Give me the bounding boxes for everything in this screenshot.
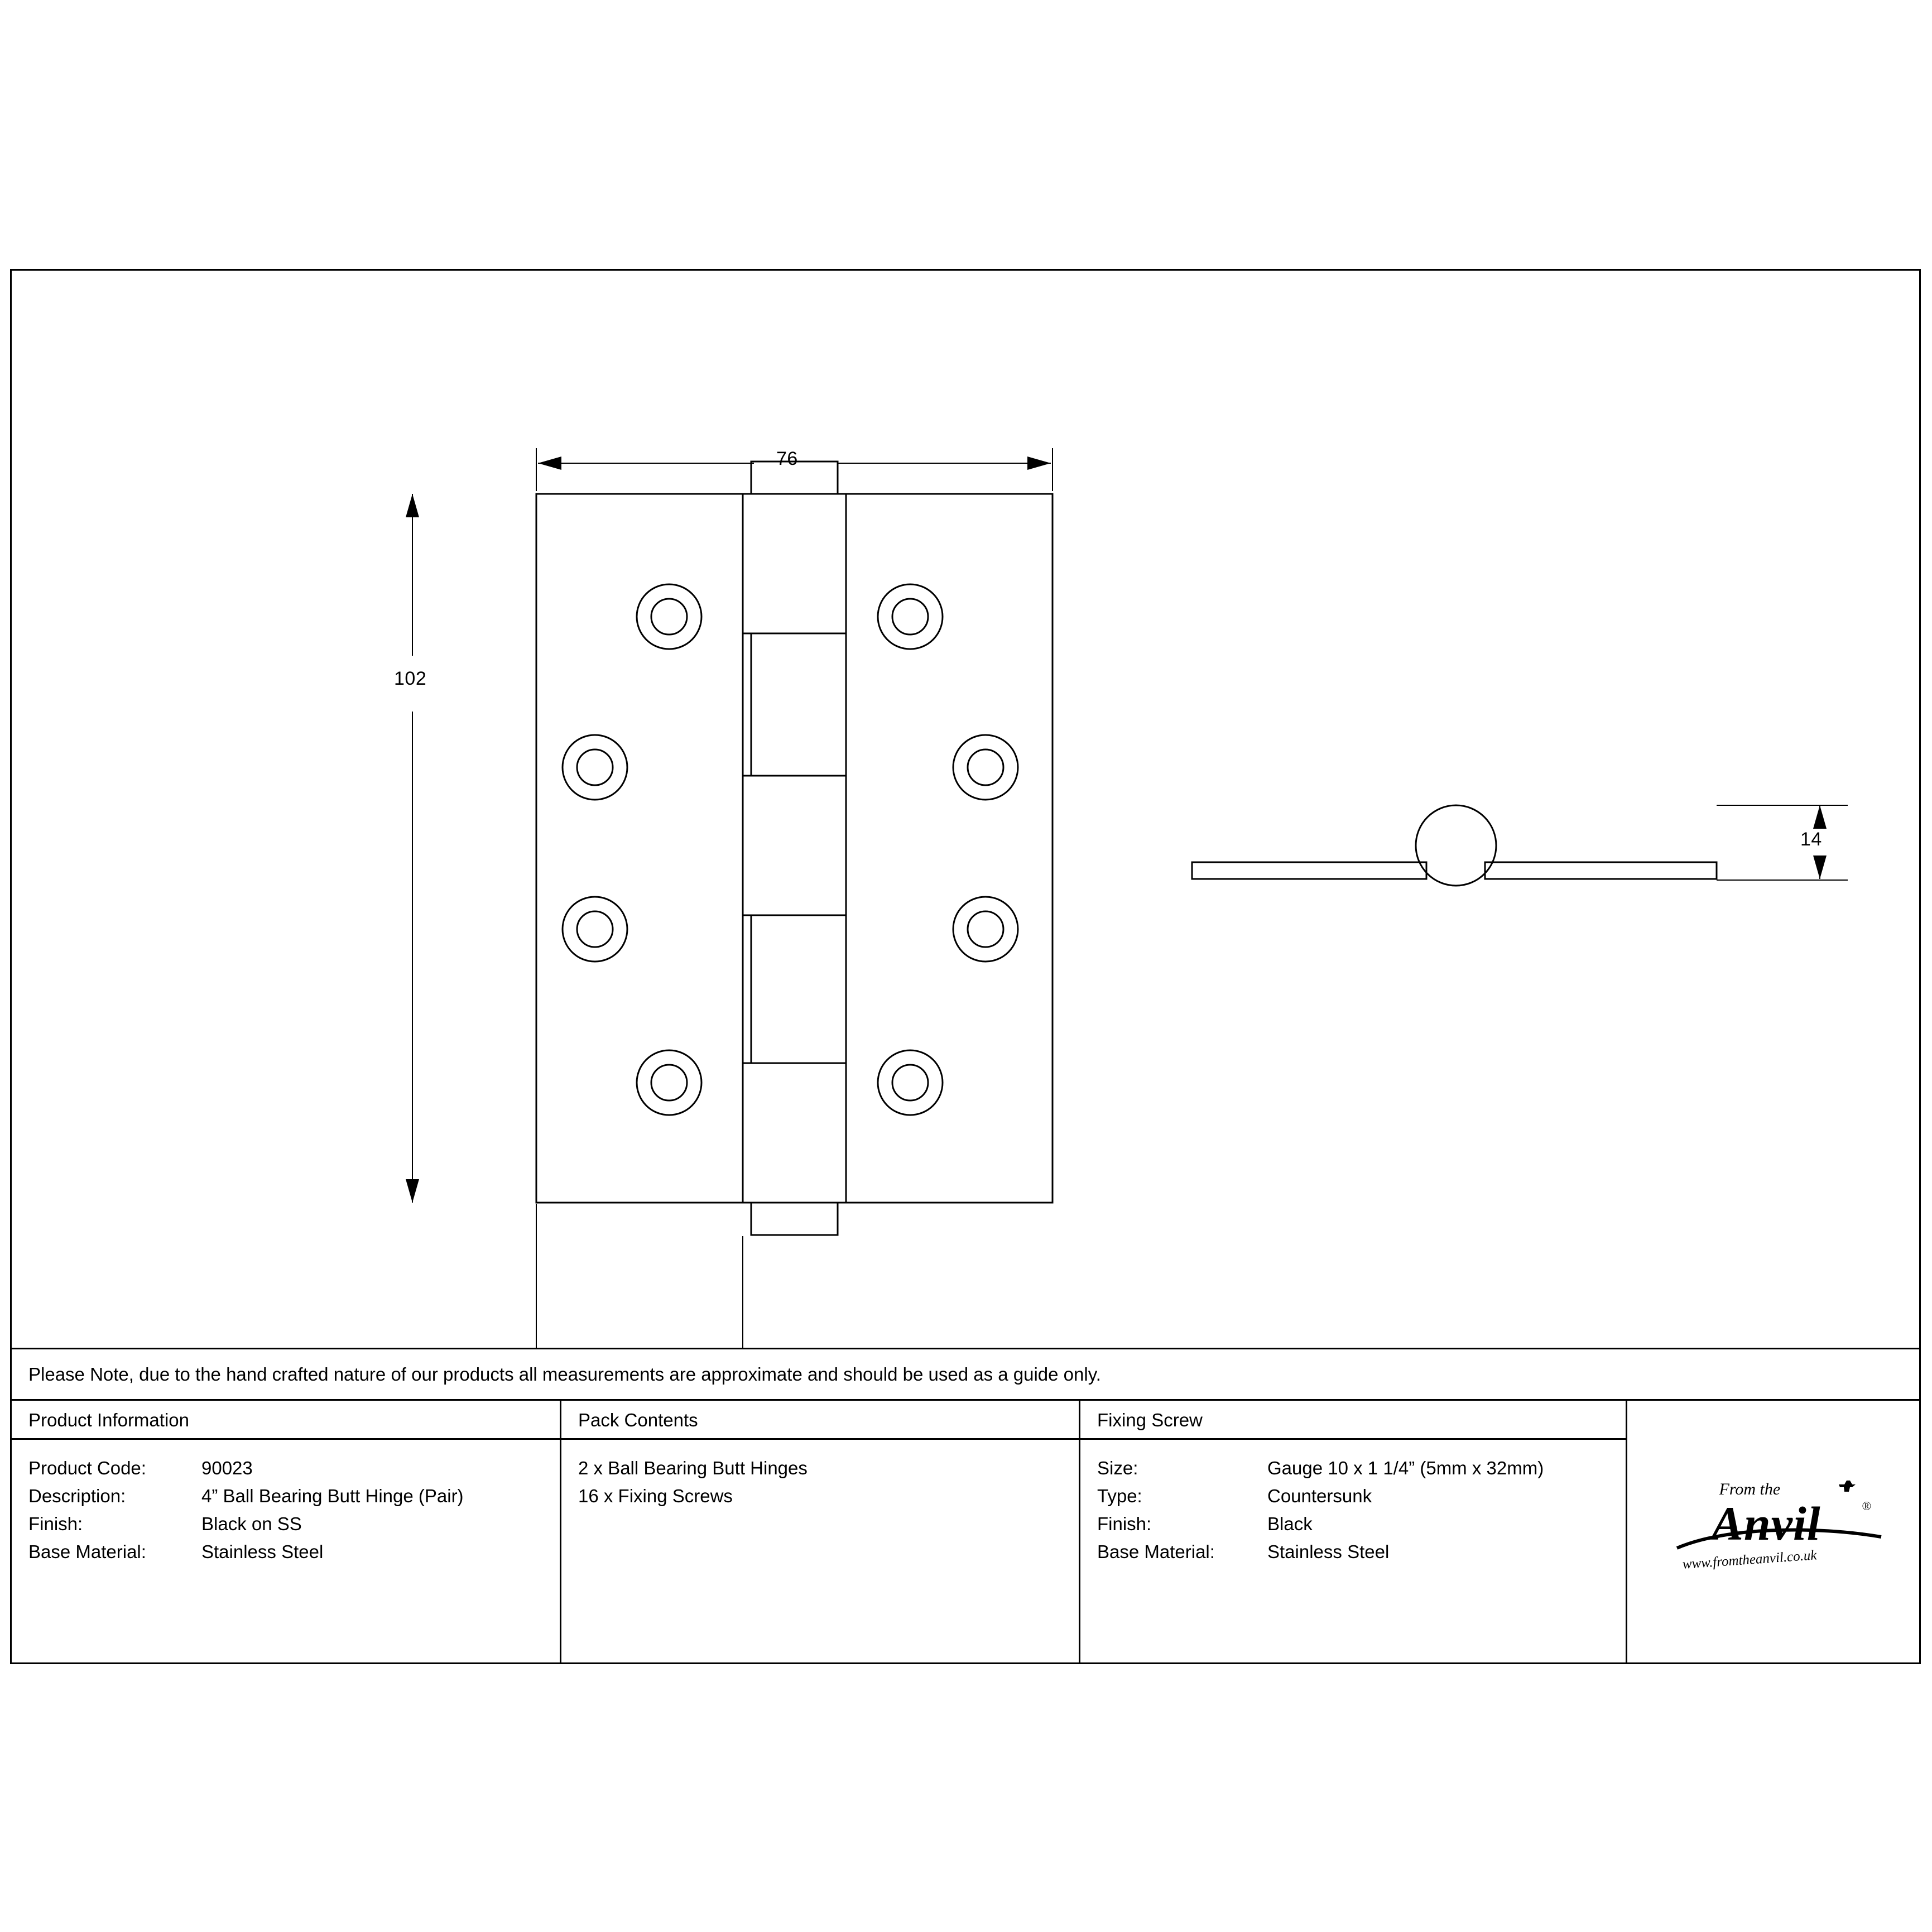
- dimension-label-thickness: 14: [1800, 829, 1822, 850]
- product-information-body: [12, 1440, 560, 1566]
- product-code-label: Product Code:: [28, 1458, 146, 1478]
- fixing-screw-heading: Fixing Screw: [1080, 1401, 1626, 1440]
- info-table: [12, 1399, 1919, 1662]
- table-row: [28, 1538, 560, 1566]
- table-row: [1097, 1538, 1626, 1566]
- table-row: [1097, 1510, 1626, 1538]
- from-the-anvil-logo: [1654, 1473, 1893, 1590]
- screw-finish-value: Black: [1267, 1513, 1313, 1535]
- pack-contents-heading: Pack Contents: [561, 1401, 1079, 1440]
- screw-type-value: Countersunk: [1267, 1486, 1372, 1507]
- dimension-label-height: 102: [394, 668, 427, 689]
- list-item: 16 x Fixing Screws: [578, 1486, 733, 1507]
- screw-base-material-value: Stainless Steel: [1267, 1541, 1390, 1563]
- base-material-label: Base Material:: [28, 1541, 146, 1563]
- list-item: 2 x Ball Bearing Butt Hinges: [578, 1458, 808, 1478]
- logo-line-anvil: Anvil: [1711, 1496, 1821, 1550]
- hinge-drawing-svg: [12, 271, 1919, 1348]
- table-row: [1097, 1454, 1626, 1482]
- product-code-value: 90023: [201, 1458, 253, 1478]
- table-row: [28, 1454, 560, 1482]
- fixing-screw-body: [1080, 1440, 1626, 1566]
- logo-website: www.fromtheanvil.co.uk: [1681, 1547, 1817, 1572]
- anvil-icon: [1838, 1477, 1857, 1493]
- table-row: [28, 1510, 560, 1538]
- screw-size-label: Size:: [1097, 1458, 1138, 1478]
- fixing-screw-column: [1080, 1401, 1627, 1662]
- dimension-label-width: 76: [776, 448, 798, 469]
- pack-contents-body: [561, 1440, 1079, 1510]
- table-row: [1097, 1482, 1626, 1510]
- technical-drawing: [12, 271, 1919, 1348]
- measurement-note: Please Note, due to the hand crafted nature of our products all measurements are approximate and should be used as a guide only.: [28, 1364, 1101, 1385]
- measurement-note-row: [12, 1348, 1919, 1399]
- logo-wrapper: [1627, 1401, 1919, 1662]
- screw-size-value: Gauge 10 x 1 1/4” (5mm x 32mm): [1267, 1458, 1544, 1478]
- table-row: [28, 1482, 560, 1510]
- pack-contents-column: [561, 1401, 1080, 1662]
- description-value: 4” Ball Bearing Butt Hinge (Pair): [201, 1486, 464, 1507]
- finish-label: Finish:: [28, 1513, 83, 1535]
- description-label: Description:: [28, 1486, 126, 1507]
- brand-logo-column: [1627, 1401, 1919, 1662]
- product-information-heading: Product Information: [12, 1401, 560, 1440]
- finish-value: Black on SS: [201, 1513, 302, 1535]
- screw-finish-label: Finish:: [1097, 1513, 1152, 1535]
- product-information-column: [12, 1401, 561, 1662]
- logo-line-from-the: From the: [1719, 1479, 1781, 1498]
- registered-trademark-icon: ®: [1862, 1498, 1872, 1513]
- drawing-sheet: [10, 269, 1921, 1664]
- screw-base-material-label: Base Material:: [1097, 1541, 1215, 1563]
- screw-type-label: Type:: [1097, 1486, 1142, 1507]
- base-material-value: Stainless Steel: [201, 1541, 324, 1563]
